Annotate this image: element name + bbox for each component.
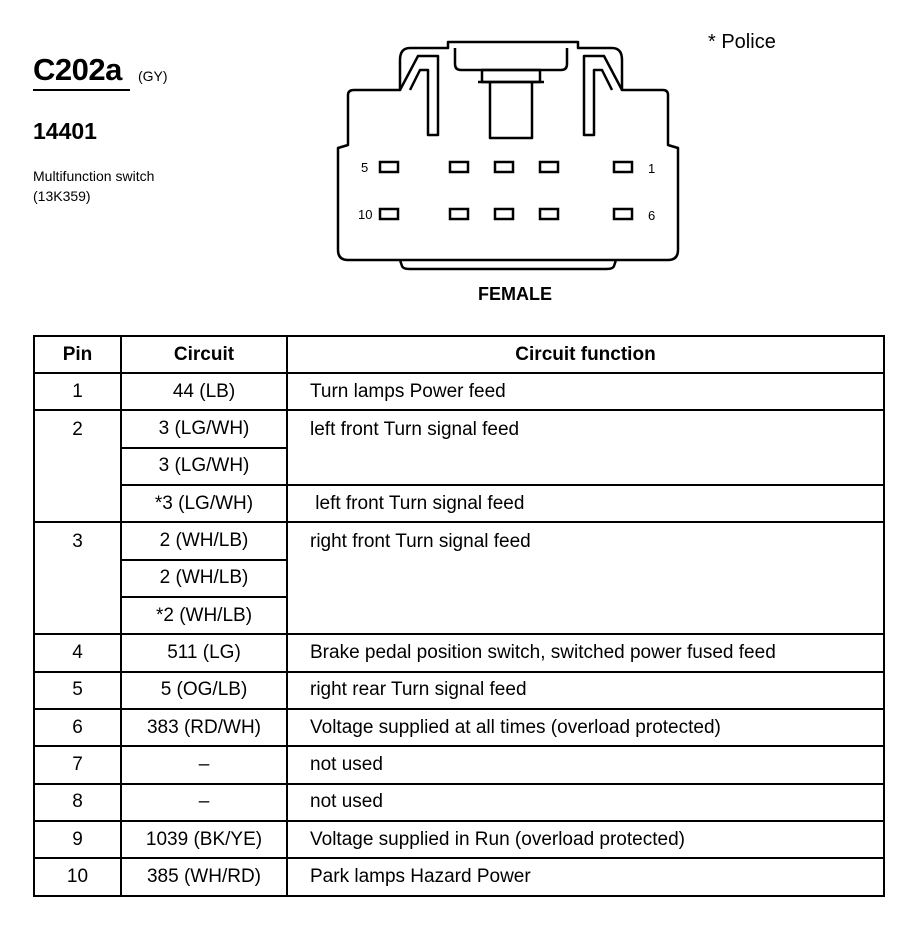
pin-label-5: 5 [361, 160, 369, 175]
pin-label-1: 1 [648, 161, 656, 176]
connector-face-diagram [330, 40, 690, 275]
police-note: * Police [708, 31, 776, 53]
circuit-cell: 5 (OG/LB) [121, 672, 287, 709]
connector-id-underline [33, 89, 130, 91]
function-cell: right rear Turn signal feed [287, 672, 884, 709]
circuit-cell: 2 (WH/LB) [121, 560, 287, 597]
header-circuit-function: Circuit function [287, 336, 884, 373]
table-header-row [34, 336, 884, 373]
table-row [34, 709, 884, 746]
table-row [34, 858, 884, 896]
header-pin: Pin [34, 336, 121, 373]
pin-cell: 10 [34, 858, 121, 896]
function-cell: Voltage supplied in Run (overload protected) [287, 821, 884, 858]
pin-cell: 9 [34, 821, 121, 858]
component-name-line1: Multifunction switch [33, 168, 155, 184]
circuit-cell: 511 (LG) [121, 634, 287, 671]
pin-cell: 4 [34, 634, 121, 671]
pin-label-10: 10 [358, 207, 373, 222]
function-cell: Turn lamps Power feed [287, 373, 884, 410]
circuit-cell: 3 (LG/WH) [121, 448, 287, 485]
table-row [34, 821, 884, 858]
component-name [33, 166, 154, 206]
pin-cell: 8 [34, 784, 121, 821]
pin-cell: 5 [34, 672, 121, 709]
pin-cell: 2 [34, 410, 121, 522]
function-cell: Park lamps Hazard Power [287, 858, 884, 896]
function-cell: not used [287, 746, 884, 783]
header-circuit: Circuit [121, 336, 287, 373]
pin-cell: 6 [34, 709, 121, 746]
table-row [34, 522, 884, 559]
table-row [34, 746, 884, 783]
table-row [34, 373, 884, 410]
pin-cell: 7 [34, 746, 121, 783]
function-cell: left front Turn signal feed [287, 485, 884, 522]
circuit-cell: *2 (WH/LB) [121, 597, 287, 634]
circuit-cell: 2 (WH/LB) [121, 522, 287, 559]
table-row [34, 784, 884, 821]
connector-id: C202a [33, 52, 122, 87]
connector-color: (GY) [138, 68, 168, 84]
circuit-cell: 3 (LG/WH) [121, 410, 287, 447]
function-cell: Brake pedal position switch, switched power fused feed [287, 634, 884, 671]
pin-cell: 1 [34, 373, 121, 410]
pin-label-6: 6 [648, 208, 656, 223]
pin-table [33, 335, 885, 897]
function-cell: not used [287, 784, 884, 821]
function-cell: Voltage supplied at all times (overload protected) [287, 709, 884, 746]
function-cell: left front Turn signal feed [287, 410, 884, 485]
circuit-cell: 44 (LB) [121, 373, 287, 410]
table-row [34, 672, 884, 709]
circuit-cell: 383 (RD/WH) [121, 709, 287, 746]
circuit-cell: – [121, 784, 287, 821]
function-cell: right front Turn signal feed [287, 522, 884, 634]
circuit-cell: – [121, 746, 287, 783]
table-row [34, 410, 884, 447]
table-row [34, 634, 884, 671]
circuit-cell: 385 (WH/RD) [121, 858, 287, 896]
circuit-cell: *3 (LG/WH) [121, 485, 287, 522]
table-row [34, 485, 884, 522]
circuit-cell: 1039 (BK/YE) [121, 821, 287, 858]
component-part-code: (13K359) [33, 188, 91, 204]
pin-cell: 3 [34, 522, 121, 634]
part-number: 14401 [33, 118, 97, 144]
connector-gender-label: FEMALE [478, 284, 552, 304]
